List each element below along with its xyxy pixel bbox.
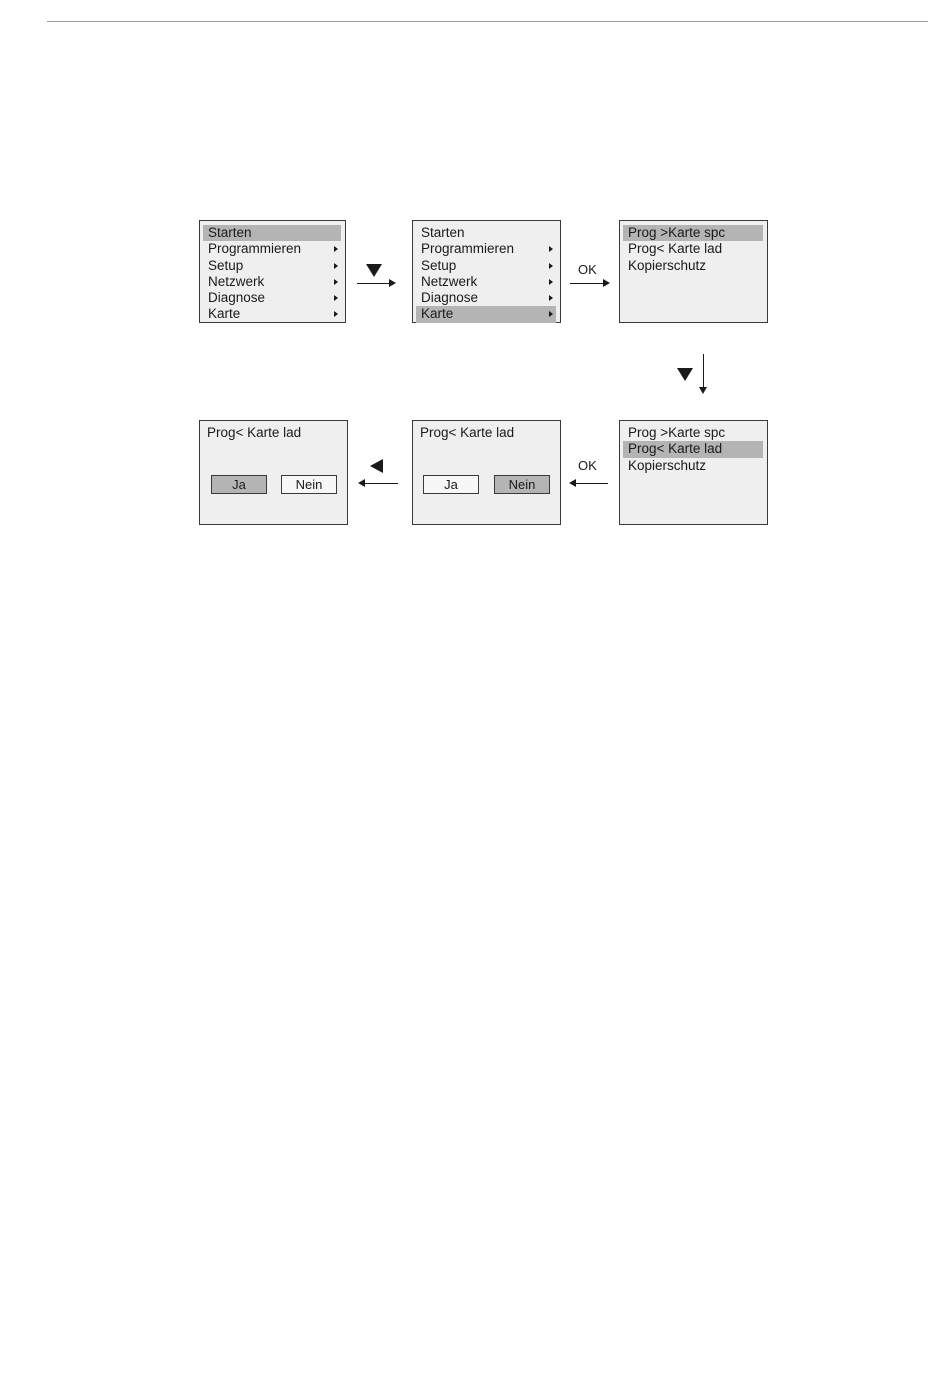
dialog-title: Prog< Karte lad	[207, 425, 302, 440]
menu-item-diagnose[interactable]: Diagnose	[416, 290, 556, 306]
menu-item-starten[interactable]: Starten	[421, 225, 465, 240]
arrow-down-icon	[699, 387, 707, 394]
dialog-title: Prog< Karte lad	[420, 425, 515, 440]
menu-item-setup[interactable]: Setup	[203, 258, 341, 274]
arrow-left-icon	[569, 479, 576, 487]
menu-item-prog-to-card[interactable]: Prog >Karte spc	[628, 425, 726, 440]
ok-key-label: OK	[578, 262, 597, 277]
arrow-left-icon	[358, 479, 365, 487]
submenu-arrow-icon	[334, 263, 338, 269]
header-rule	[47, 21, 928, 22]
submenu-arrow-icon	[334, 295, 338, 301]
menu-item-netzwerk[interactable]: Netzwerk	[203, 274, 341, 290]
lcd-main-menu-karte	[412, 220, 561, 323]
menu-item-diagnose[interactable]: Diagnose	[203, 290, 341, 306]
submenu-arrow-icon	[334, 279, 338, 285]
no-button[interactable]: Nein	[494, 475, 550, 494]
submenu-arrow-icon	[549, 295, 553, 301]
lcd-card-menu-save	[619, 220, 768, 323]
arrow-right-shaft	[357, 283, 389, 284]
menu-item-prog-to-card[interactable]: Prog >Karte spc	[623, 225, 763, 241]
menu-item-kopierschutz[interactable]: Kopierschutz	[628, 257, 707, 273]
menu-item-card-to-prog[interactable]: Prog< Karte lad	[628, 241, 723, 257]
lcd-main-menu-starten	[199, 220, 346, 323]
submenu-arrow-icon	[549, 263, 553, 269]
lcd-card-menu-load	[619, 420, 768, 525]
arrow-right-icon	[603, 279, 610, 287]
arrow-right-icon	[389, 279, 396, 287]
submenu-arrow-icon	[549, 311, 553, 317]
submenu-arrow-icon	[549, 246, 553, 252]
menu-item-programmieren[interactable]: Programmieren	[203, 241, 341, 257]
menu-item-programmieren[interactable]: Programmieren	[416, 241, 556, 257]
submenu-arrow-icon	[334, 311, 338, 317]
no-button[interactable]: Nein	[281, 475, 337, 494]
arrow-left-shaft	[365, 483, 398, 484]
arrow-down-shaft	[703, 354, 704, 387]
menu-item-netzwerk[interactable]: Netzwerk	[416, 274, 556, 290]
menu-item-karte[interactable]: Karte	[203, 306, 341, 322]
down-key-icon	[677, 368, 693, 381]
submenu-arrow-icon	[334, 246, 338, 252]
lcd-confirm-dialog-ja	[199, 420, 348, 525]
arrow-left-shaft	[576, 483, 608, 484]
menu-item-card-to-prog[interactable]: Prog< Karte lad	[623, 441, 763, 457]
ok-key-label: OK	[578, 458, 597, 473]
yes-button[interactable]: Ja	[211, 475, 267, 494]
down-key-icon	[366, 264, 382, 277]
lcd-confirm-dialog-nein	[412, 420, 561, 525]
arrow-right-shaft	[570, 283, 603, 284]
submenu-arrow-icon	[549, 279, 553, 285]
menu-item-setup[interactable]: Setup	[416, 258, 556, 274]
menu-item-kopierschutz[interactable]: Kopierschutz	[628, 457, 707, 473]
menu-item-starten[interactable]: Starten	[203, 225, 341, 241]
left-key-icon	[370, 459, 383, 473]
yes-button[interactable]: Ja	[423, 475, 479, 494]
menu-item-karte[interactable]: Karte	[416, 306, 556, 322]
